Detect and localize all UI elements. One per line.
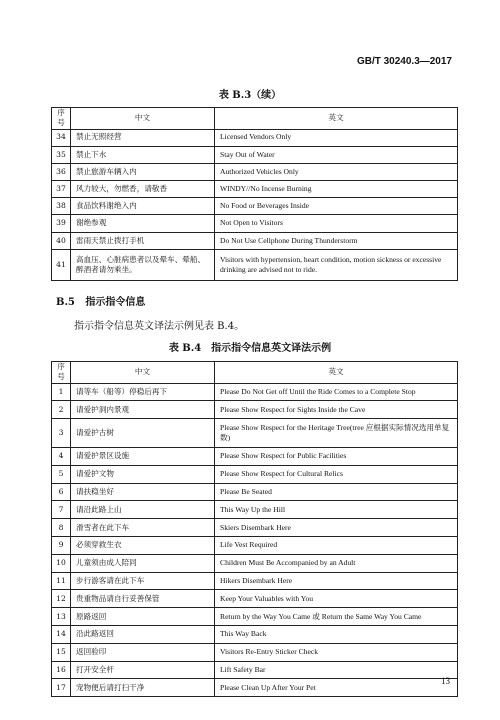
row-english: Lift Safety Bar — [215, 661, 458, 679]
row-chinese: 原路返回 — [71, 608, 215, 626]
table-row — [52, 249, 458, 280]
row-number: 9 — [52, 537, 71, 555]
row-chinese: 禁止下水 — [71, 146, 215, 163]
row-english: Visitors Re-Entry Sticker Check — [215, 643, 458, 661]
table-row — [52, 419, 458, 448]
row-number: 15 — [52, 643, 71, 661]
row-number: 1 — [52, 383, 71, 401]
row-number: 5 — [52, 465, 71, 483]
table-row — [52, 448, 458, 466]
row-english: Do Not Use Cellphone During Thunderstorm — [215, 232, 458, 249]
row-chinese: 步行游客请在此下车 — [71, 572, 215, 590]
row-english: Keep Your Valuables with You — [215, 590, 458, 608]
row-chinese: 儿童须由成人陪同 — [71, 554, 215, 572]
row-chinese: 请扶稳坐好 — [71, 483, 215, 501]
row-chinese: 滑雪者在此下车 — [71, 519, 215, 537]
row-english: Licensed Vendors Only — [215, 129, 458, 146]
col-header-english: 英文 — [215, 108, 458, 130]
standard-number: GB/T 30240.3—2017 — [356, 56, 452, 67]
table-row — [52, 181, 458, 198]
body-paragraph: 指示指令信息英文译法示例见表 B.4。 — [74, 321, 245, 332]
row-chinese: 高血压、心脏病患者以及晕车、晕船、醉酒者请勿乘坐。 — [71, 249, 215, 280]
row-number: 3 — [52, 419, 71, 448]
table-row — [52, 163, 458, 180]
row-number: 14 — [52, 626, 71, 644]
row-number: 35 — [52, 146, 71, 163]
row-chinese: 宠物便后请打扫干净 — [71, 679, 215, 697]
table-row — [52, 608, 458, 626]
row-chinese: 禁止旅游车辆入内 — [71, 163, 215, 180]
row-english: This Way Back — [215, 626, 458, 644]
table-header-row — [52, 108, 458, 130]
row-chinese: 请沿此路上山 — [71, 501, 215, 519]
col-header-number: 序号 — [52, 362, 71, 384]
table-row — [52, 483, 458, 501]
row-number: 10 — [52, 554, 71, 572]
row-number: 37 — [52, 181, 71, 198]
table-row — [52, 643, 458, 661]
table-row — [52, 590, 458, 608]
row-english: Life Vest Required — [215, 537, 458, 555]
table-row — [52, 626, 458, 644]
table-row — [52, 519, 458, 537]
table-b4 — [51, 361, 458, 697]
row-chinese: 食品饮料谢绝入内 — [71, 198, 215, 215]
row-english: Children Must Be Accompanied by an Adult — [215, 554, 458, 572]
row-chinese: 雷雨天禁止拨打手机 — [71, 232, 215, 249]
table-row — [52, 146, 458, 163]
table-b4-caption: 表 B.4 指示指令信息英文译法示例 — [168, 343, 332, 354]
row-english: Please Be Seated — [215, 483, 458, 501]
row-number: 38 — [52, 198, 71, 215]
row-number: 34 — [52, 129, 71, 146]
row-chinese: 请爱护古树 — [71, 419, 215, 448]
row-chinese: 打开安全杆 — [71, 661, 215, 679]
row-english: This Way Up the Hill — [215, 501, 458, 519]
section-title: 指示指令信息 — [85, 297, 146, 308]
table-row — [52, 661, 458, 679]
table-header-row — [52, 362, 458, 384]
row-english: Visitors with hypertension, heart condition, motion sickness or excessive drinking are advised not to ride. — [215, 249, 458, 280]
row-number: 36 — [52, 163, 71, 180]
row-english: WINDY//No Incense Burning — [215, 181, 458, 198]
section-number: B.5 — [56, 297, 75, 308]
table-row — [52, 198, 458, 215]
row-english: Authorized Vehicles Only — [215, 163, 458, 180]
row-number: 13 — [52, 608, 71, 626]
row-number: 39 — [52, 215, 71, 232]
table-row — [52, 501, 458, 519]
row-number: 16 — [52, 661, 71, 679]
col-header-english: 英文 — [215, 362, 458, 384]
table-row — [52, 537, 458, 555]
row-english: Please Show Respect for Sights Inside the Cave — [215, 401, 458, 419]
row-chinese: 请爱护景区设施 — [71, 448, 215, 466]
section-heading — [56, 293, 145, 308]
row-chinese: 风力较大，勿燃香，请敬香 — [71, 181, 215, 198]
table-row — [52, 383, 458, 401]
row-english: Please Do Not Get off Until the Ride Comes to a Complete Stop — [215, 383, 458, 401]
row-chinese: 谢绝参观 — [71, 215, 215, 232]
row-number: 40 — [52, 232, 71, 249]
row-number: 7 — [52, 501, 71, 519]
row-number: 8 — [52, 519, 71, 537]
table-b3-caption: 表 B.3（续） — [218, 90, 282, 101]
row-english: Hikers Disembark Here — [215, 572, 458, 590]
row-number: 41 — [52, 249, 71, 280]
page-number: 13 — [441, 676, 450, 686]
table-row — [52, 572, 458, 590]
table-row — [52, 129, 458, 146]
row-chinese: 返回验印 — [71, 643, 215, 661]
row-chinese: 请爱护文物 — [71, 465, 215, 483]
row-english: Please Show Respect for the Heritage Tree(tree 应根据实际情况选用单复数) — [215, 419, 458, 448]
row-chinese: 请爱护洞内景观 — [71, 401, 215, 419]
row-english: Please Show Respect for Cultural Relics — [215, 465, 458, 483]
table-row — [52, 401, 458, 419]
table-b3 — [51, 107, 458, 281]
col-header-chinese: 中文 — [71, 108, 215, 130]
table-row — [52, 232, 458, 249]
row-number: 6 — [52, 483, 71, 501]
row-english: No Food or Beverages Inside — [215, 198, 458, 215]
table-row — [52, 679, 458, 697]
row-number: 2 — [52, 401, 71, 419]
col-header-chinese: 中文 — [71, 362, 215, 384]
table-row — [52, 465, 458, 483]
row-number: 12 — [52, 590, 71, 608]
row-number: 17 — [52, 679, 71, 697]
table-row — [52, 554, 458, 572]
row-chinese: 禁止无照经营 — [71, 129, 215, 146]
row-chinese: 贵重物品请自行妥善保管 — [71, 590, 215, 608]
row-english: Stay Out of Water — [215, 146, 458, 163]
row-number: 4 — [52, 448, 71, 466]
row-english: Please Show Respect for Public Facilities — [215, 448, 458, 466]
row-chinese: 请等车（船等）停稳后再下 — [71, 383, 215, 401]
col-header-number: 序号 — [52, 108, 71, 130]
row-chinese: 沿此路返回 — [71, 626, 215, 644]
row-chinese: 必须穿救生衣 — [71, 537, 215, 555]
row-english: Not Open to Visitors — [215, 215, 458, 232]
row-english: Please Clean Up After Your Pet — [215, 679, 458, 697]
row-english: Return by the Way You Came 或 Return the Same Way You Came — [215, 608, 458, 626]
row-english: Skiers Disembark Here — [215, 519, 458, 537]
table-row — [52, 215, 458, 232]
row-number: 11 — [52, 572, 71, 590]
